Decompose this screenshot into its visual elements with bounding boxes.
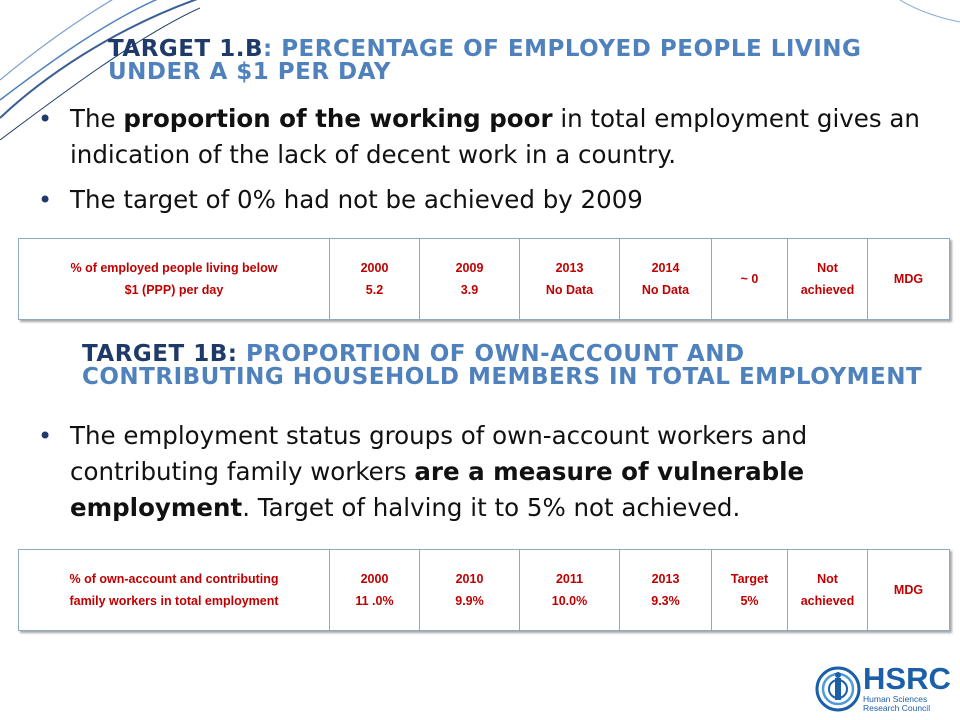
section-heading-own-account [82, 343, 942, 390]
table-cell: 2009 3.9 [420, 239, 520, 320]
bullet-list-bottom [34, 418, 934, 535]
table-row-label: % of own-account and contributing family workers in total employment [19, 550, 330, 631]
table-cell: 2013 9.3% [620, 550, 712, 631]
table-cell: MDG [868, 239, 950, 320]
table-row-label: % of employed people living below $1 (PPP) per day [19, 239, 330, 320]
heading-target-label: TARGET 1B: [82, 341, 238, 367]
table-cell: 2014 No Data [620, 239, 712, 320]
table-cell: Not achieved [788, 550, 868, 631]
table-cell: 2010 9.9% [420, 550, 520, 631]
heading-title: PROPORTION OF OWN-ACCOUNT AND CONTRIBUTING HOUSEHOLD MEMBERS IN TOTAL EMPLOYMENT [82, 341, 923, 391]
bullet-dot-icon: • [38, 422, 53, 450]
bullet-item: • The employment status groups of own-account workers and contributing family workers are a measure of vulnerable employment. Target of halving it to 5% not achieved. [34, 418, 934, 526]
hsrc-logo [815, 662, 955, 716]
heading-target-label: TARGET 1.B [108, 36, 263, 62]
table-row [19, 239, 950, 320]
bullet-item: • The target of 0% had not be achieved by 2009 [34, 182, 949, 218]
hsrc-emblem-icon [815, 664, 861, 714]
logo-name: HSRC [863, 661, 951, 696]
table-cell: Target 5% [712, 550, 788, 631]
bullet-list-top [34, 101, 949, 227]
table-cell: 2000 11 .0% [330, 550, 420, 631]
working-poor-table [18, 238, 950, 320]
heading-title: : PERCENTAGE OF EMPLOYED PEOPLE LIVING UNDER A $1 PER DAY [108, 36, 862, 86]
table-cell: 2011 10.0% [520, 550, 620, 631]
table-cell: MDG [868, 550, 950, 631]
bullet-item: • The proportion of the working poor in total employment gives an indication of the lack of decent work in a country. [34, 101, 949, 173]
own-account-table [18, 549, 950, 631]
table-cell: Not achieved [788, 239, 868, 320]
top-right-swoosh-decoration [900, 0, 960, 40]
bullet-dot-icon: • [38, 105, 53, 133]
table-cell: 2000 5.2 [330, 239, 420, 320]
bullet-dot-icon: • [38, 186, 53, 214]
section-heading-working-poor [108, 38, 938, 85]
table-cell: ~ 0 [712, 239, 788, 320]
table-cell: 2013 No Data [520, 239, 620, 320]
table-row [19, 550, 950, 631]
logo-subtitle: Human Sciences Research Council [863, 694, 931, 713]
